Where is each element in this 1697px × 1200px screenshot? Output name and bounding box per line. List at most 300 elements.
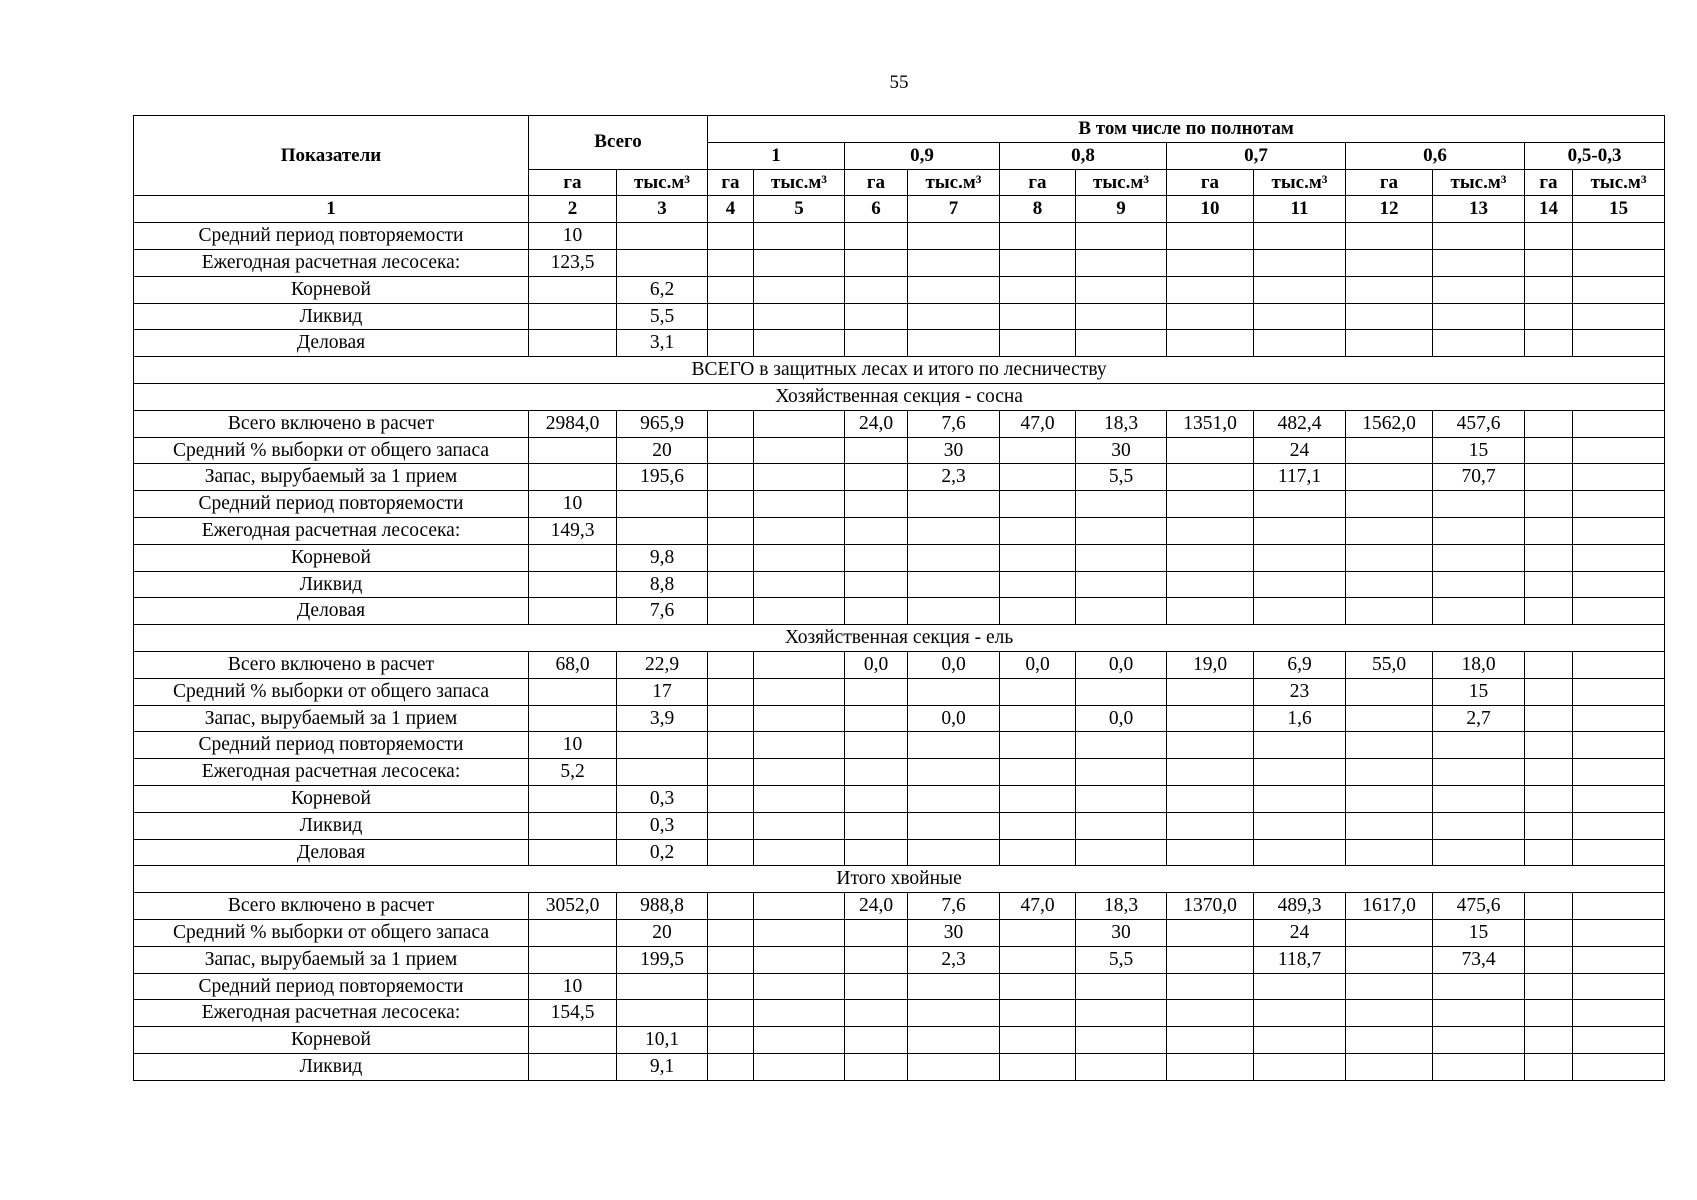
row-label: Средний период повторяемости <box>134 732 529 759</box>
table-cell: 195,6 <box>617 464 708 491</box>
table-cell: 0,0 <box>908 651 1000 678</box>
row-label: Корневой <box>134 785 529 812</box>
table-cell: 0,2 <box>617 839 708 866</box>
table-row <box>134 544 1665 571</box>
unit-ha: га <box>1167 169 1254 196</box>
row-label: Ежегодная расчетная лесосека: <box>134 249 529 276</box>
table-cell <box>1167 249 1254 276</box>
table-cell: 2,3 <box>908 946 1000 973</box>
unit-ha: га <box>1000 169 1076 196</box>
table-cell <box>1525 249 1573 276</box>
table-cell: 0,0 <box>1000 651 1076 678</box>
table-cell: 2,3 <box>908 464 1000 491</box>
table-cell <box>529 839 617 866</box>
table-cell <box>1433 973 1525 1000</box>
table-cell <box>1346 919 1433 946</box>
table-cell <box>1433 759 1525 786</box>
table-cell <box>1167 464 1254 491</box>
table-cell <box>1433 732 1525 759</box>
table-cell <box>1525 946 1573 973</box>
table-cell <box>1346 598 1433 625</box>
table-cell <box>1167 303 1254 330</box>
table-cell <box>1000 571 1076 598</box>
table-cell: 3052,0 <box>529 893 617 920</box>
table-cell <box>754 410 845 437</box>
table-cell <box>1573 598 1665 625</box>
table-cell <box>1076 678 1167 705</box>
table-cell <box>1346 973 1433 1000</box>
table-cell: 0,0 <box>1076 705 1167 732</box>
table-cell <box>1573 464 1665 491</box>
table-cell: 1370,0 <box>1167 893 1254 920</box>
table-cell <box>1254 491 1346 518</box>
table-cell <box>1254 759 1346 786</box>
table-row <box>134 598 1665 625</box>
table-cell <box>1254 1000 1346 1027</box>
table-row <box>134 464 1665 491</box>
table-cell <box>845 1027 908 1054</box>
table-cell <box>1167 571 1254 598</box>
table-cell <box>1000 223 1076 250</box>
table-cell: 55,0 <box>1346 651 1433 678</box>
table-cell <box>617 973 708 1000</box>
table-cell <box>1433 249 1525 276</box>
table-cell <box>845 839 908 866</box>
column-number: 2 <box>529 196 617 223</box>
table-cell <box>1346 276 1433 303</box>
table-cell: 24,0 <box>845 893 908 920</box>
table-cell <box>1433 598 1525 625</box>
table-cell <box>529 812 617 839</box>
table-cell <box>754 1027 845 1054</box>
unit-vol: тыс.м³ <box>1573 169 1665 196</box>
table-cell: 118,7 <box>1254 946 1346 973</box>
table-cell <box>1000 839 1076 866</box>
table-cell <box>1525 678 1573 705</box>
row-label: Деловая <box>134 839 529 866</box>
table-cell: 23 <box>1254 678 1346 705</box>
table-cell <box>845 1000 908 1027</box>
table-cell <box>754 437 845 464</box>
density-header: 0,8 <box>1000 142 1167 169</box>
table-cell <box>708 223 754 250</box>
table-cell <box>908 759 1000 786</box>
table-cell <box>754 812 845 839</box>
table-cell <box>1000 1000 1076 1027</box>
table-cell <box>1000 437 1076 464</box>
table-cell <box>708 464 754 491</box>
table-cell <box>1573 893 1665 920</box>
table-cell <box>529 946 617 973</box>
table-cell <box>1076 1000 1167 1027</box>
table-cell: 1,6 <box>1254 705 1346 732</box>
table-cell <box>754 732 845 759</box>
row-label: Запас, вырубаемый за 1 прием <box>134 946 529 973</box>
table-cell <box>1346 946 1433 973</box>
table-cell: 3,1 <box>617 330 708 357</box>
table-cell <box>845 544 908 571</box>
table-cell <box>1346 1053 1433 1080</box>
table-cell <box>708 1000 754 1027</box>
table-cell <box>1167 1000 1254 1027</box>
row-label: Деловая <box>134 598 529 625</box>
table-cell <box>1433 839 1525 866</box>
table-cell <box>908 732 1000 759</box>
table-cell <box>845 571 908 598</box>
table-cell <box>1000 1053 1076 1080</box>
table-cell <box>1573 571 1665 598</box>
table-cell <box>845 330 908 357</box>
table-cell <box>754 973 845 1000</box>
table-cell <box>1573 705 1665 732</box>
table-cell: 70,7 <box>1433 464 1525 491</box>
table-cell <box>1346 1000 1433 1027</box>
table-cell: 5,5 <box>617 303 708 330</box>
table-cell <box>1076 517 1167 544</box>
table-cell <box>1433 330 1525 357</box>
section-title: Хозяйственная секция - сосна <box>134 383 1665 410</box>
table-cell: 965,9 <box>617 410 708 437</box>
table-cell <box>1076 598 1167 625</box>
column-number: 12 <box>1346 196 1433 223</box>
table-cell <box>754 1053 845 1080</box>
row-label: Всего включено в расчет <box>134 410 529 437</box>
table-cell <box>1254 973 1346 1000</box>
table-row <box>134 491 1665 518</box>
table-cell <box>529 598 617 625</box>
table-cell <box>754 330 845 357</box>
table-cell <box>1076 1053 1167 1080</box>
table-cell <box>708 973 754 1000</box>
row-label: Средний период повторяемости <box>134 223 529 250</box>
column-number: 11 <box>1254 196 1346 223</box>
table-cell <box>1167 732 1254 759</box>
table-cell <box>529 544 617 571</box>
table-cell <box>1573 437 1665 464</box>
table-cell: 0,0 <box>1076 651 1167 678</box>
table-cell <box>1573 973 1665 1000</box>
density-header: 0,7 <box>1167 142 1346 169</box>
table-cell: 7,6 <box>617 598 708 625</box>
table-cell <box>845 249 908 276</box>
table-cell <box>1525 276 1573 303</box>
table-cell: 0,3 <box>617 812 708 839</box>
section-row <box>134 866 1665 893</box>
table-row <box>134 812 1665 839</box>
section-row <box>134 357 1665 384</box>
column-number: 14 <box>1525 196 1573 223</box>
table-cell <box>708 517 754 544</box>
table-row <box>134 973 1665 1000</box>
table-cell: 154,5 <box>529 1000 617 1027</box>
table-row <box>134 785 1665 812</box>
table-cell <box>1000 249 1076 276</box>
table-cell: 19,0 <box>1167 651 1254 678</box>
table-cell <box>845 437 908 464</box>
section-title: Итого хвойные <box>134 866 1665 893</box>
table-cell <box>1525 491 1573 518</box>
allowable-cut-table <box>133 115 1665 1081</box>
table-cell <box>845 464 908 491</box>
table-cell <box>754 759 845 786</box>
table-cell <box>1525 812 1573 839</box>
row-label: Корневой <box>134 1027 529 1054</box>
table-cell <box>1433 812 1525 839</box>
table-cell <box>845 678 908 705</box>
table-cell <box>1254 732 1346 759</box>
table-cell <box>845 973 908 1000</box>
table-cell <box>1346 223 1433 250</box>
row-label: Ликвид <box>134 1053 529 1080</box>
table-cell: 1351,0 <box>1167 410 1254 437</box>
section-title: Хозяйственная секция - ель <box>134 625 1665 652</box>
table-cell <box>845 223 908 250</box>
table-cell: 30 <box>908 437 1000 464</box>
row-label: Всего включено в расчет <box>134 893 529 920</box>
table-cell <box>1433 1000 1525 1027</box>
table-cell <box>1525 517 1573 544</box>
table-cell <box>1076 785 1167 812</box>
table-cell <box>1346 759 1433 786</box>
table-cell: 9,1 <box>617 1053 708 1080</box>
table-row <box>134 732 1665 759</box>
table-cell <box>754 276 845 303</box>
table-cell <box>1254 276 1346 303</box>
table-cell <box>529 303 617 330</box>
unit-ha: га <box>1525 169 1573 196</box>
table-row <box>134 223 1665 250</box>
table-cell <box>529 571 617 598</box>
table-cell <box>1525 303 1573 330</box>
table-cell <box>754 919 845 946</box>
table-cell <box>1076 491 1167 518</box>
table-cell <box>1573 1053 1665 1080</box>
table-cell <box>1000 598 1076 625</box>
table-cell <box>1525 1027 1573 1054</box>
table-cell <box>1254 785 1346 812</box>
table-cell <box>1573 839 1665 866</box>
table-row <box>134 839 1665 866</box>
row-label: Корневой <box>134 276 529 303</box>
table-cell <box>754 571 845 598</box>
table-cell <box>1000 330 1076 357</box>
table-cell <box>908 303 1000 330</box>
column-number: 7 <box>908 196 1000 223</box>
table-cell <box>845 705 908 732</box>
table-cell <box>1000 705 1076 732</box>
table-cell <box>1346 330 1433 357</box>
table-cell <box>1346 1027 1433 1054</box>
row-label: Ликвид <box>134 303 529 330</box>
table-cell: 7,6 <box>908 410 1000 437</box>
table-cell: 489,3 <box>1254 893 1346 920</box>
table-cell <box>708 1027 754 1054</box>
table-cell <box>1346 464 1433 491</box>
table-cell: 457,6 <box>1433 410 1525 437</box>
table-cell: 20 <box>617 437 708 464</box>
table-cell <box>1076 330 1167 357</box>
density-header: 0,6 <box>1346 142 1525 169</box>
table-cell <box>708 303 754 330</box>
table-cell: 2,7 <box>1433 705 1525 732</box>
table-cell <box>1525 410 1573 437</box>
table-cell <box>708 598 754 625</box>
table-cell <box>1433 303 1525 330</box>
table-cell <box>529 678 617 705</box>
table-cell <box>1000 973 1076 1000</box>
table-cell <box>1000 517 1076 544</box>
row-label: Всего включено в расчет <box>134 651 529 678</box>
table-cell <box>1167 812 1254 839</box>
table-cell <box>708 919 754 946</box>
table-cell <box>708 812 754 839</box>
table-cell <box>1167 705 1254 732</box>
table-cell <box>1573 276 1665 303</box>
table-cell <box>1433 491 1525 518</box>
table-cell <box>1254 1027 1346 1054</box>
column-number: 10 <box>1167 196 1254 223</box>
table-cell <box>1573 651 1665 678</box>
table-cell: 6,9 <box>1254 651 1346 678</box>
table-cell <box>754 839 845 866</box>
row-label: Средний % выборки от общего запаса <box>134 437 529 464</box>
table-cell <box>1346 571 1433 598</box>
table-cell <box>529 330 617 357</box>
table-cell: 1562,0 <box>1346 410 1433 437</box>
table-cell <box>1254 517 1346 544</box>
table-cell <box>617 759 708 786</box>
table-cell <box>1254 598 1346 625</box>
table-cell <box>1076 544 1167 571</box>
unit-vol: тыс.м³ <box>1076 169 1167 196</box>
table-cell <box>708 705 754 732</box>
table-row <box>134 517 1665 544</box>
unit-vol: тыс.м³ <box>754 169 845 196</box>
table-cell <box>1573 410 1665 437</box>
table-cell <box>754 223 845 250</box>
table-cell <box>1076 276 1167 303</box>
row-label: Корневой <box>134 544 529 571</box>
table-cell <box>845 812 908 839</box>
table-cell <box>845 759 908 786</box>
table-cell <box>1346 491 1433 518</box>
table-cell <box>1167 759 1254 786</box>
table-cell <box>1000 491 1076 518</box>
table-cell <box>1167 1053 1254 1080</box>
table-cell <box>908 491 1000 518</box>
table-cell <box>708 571 754 598</box>
table-cell <box>708 410 754 437</box>
table-cell <box>1254 330 1346 357</box>
table-cell <box>1000 678 1076 705</box>
table-cell <box>708 732 754 759</box>
table-cell <box>754 785 845 812</box>
table-row <box>134 705 1665 732</box>
table-cell <box>1000 732 1076 759</box>
table-cell <box>845 946 908 973</box>
table-row <box>134 893 1665 920</box>
table-cell: 22,9 <box>617 651 708 678</box>
table-cell <box>1525 839 1573 866</box>
table-cell: 149,3 <box>529 517 617 544</box>
table-cell <box>1346 732 1433 759</box>
table-cell: 10 <box>529 491 617 518</box>
table-cell: 5,5 <box>1076 464 1167 491</box>
table-cell: 0,3 <box>617 785 708 812</box>
table-row <box>134 1053 1665 1080</box>
table-cell <box>708 785 754 812</box>
table-cell <box>1167 946 1254 973</box>
table-row <box>134 919 1665 946</box>
column-number: 6 <box>845 196 908 223</box>
table-cell <box>1076 571 1167 598</box>
table-cell <box>617 1000 708 1027</box>
column-number: 9 <box>1076 196 1167 223</box>
table-cell <box>1167 598 1254 625</box>
table-cell <box>1000 1027 1076 1054</box>
row-label: Ликвид <box>134 571 529 598</box>
table-cell <box>908 785 1000 812</box>
table-row <box>134 759 1665 786</box>
table-cell <box>1525 705 1573 732</box>
table-cell <box>1433 1027 1525 1054</box>
table-cell <box>1000 812 1076 839</box>
table-cell <box>845 491 908 518</box>
table-cell <box>1254 303 1346 330</box>
table-cell: 15 <box>1433 437 1525 464</box>
table-cell <box>1433 517 1525 544</box>
table-cell <box>908 973 1000 1000</box>
table-cell <box>1573 1000 1665 1027</box>
table-cell: 17 <box>617 678 708 705</box>
table-row <box>134 410 1665 437</box>
table-row <box>134 330 1665 357</box>
table-cell <box>1254 571 1346 598</box>
table-cell <box>708 759 754 786</box>
table-cell <box>708 678 754 705</box>
table-cell: 1617,0 <box>1346 893 1433 920</box>
table-cell <box>1076 732 1167 759</box>
table-cell <box>708 893 754 920</box>
table-row <box>134 571 1665 598</box>
row-label: Средний период повторяемости <box>134 491 529 518</box>
table-cell: 0,0 <box>908 705 1000 732</box>
table-cell <box>1167 973 1254 1000</box>
table-cell <box>1000 919 1076 946</box>
table-cell <box>1525 223 1573 250</box>
table-cell <box>754 491 845 518</box>
table-cell <box>1254 1053 1346 1080</box>
including-header: В том числе по полнотам <box>708 116 1665 143</box>
table-row <box>134 437 1665 464</box>
table-cell <box>1433 544 1525 571</box>
table-cell <box>754 249 845 276</box>
table-cell <box>908 1053 1000 1080</box>
table-cell <box>617 249 708 276</box>
table-cell <box>617 732 708 759</box>
table-cell <box>1254 839 1346 866</box>
table-cell <box>1346 437 1433 464</box>
column-number: 1 <box>134 196 529 223</box>
table-cell <box>845 919 908 946</box>
table-cell <box>1346 249 1433 276</box>
table-cell: 73,4 <box>1433 946 1525 973</box>
table-row <box>134 1027 1665 1054</box>
table-row <box>134 1000 1665 1027</box>
column-number: 8 <box>1000 196 1076 223</box>
table-cell <box>1525 544 1573 571</box>
table-row <box>134 303 1665 330</box>
